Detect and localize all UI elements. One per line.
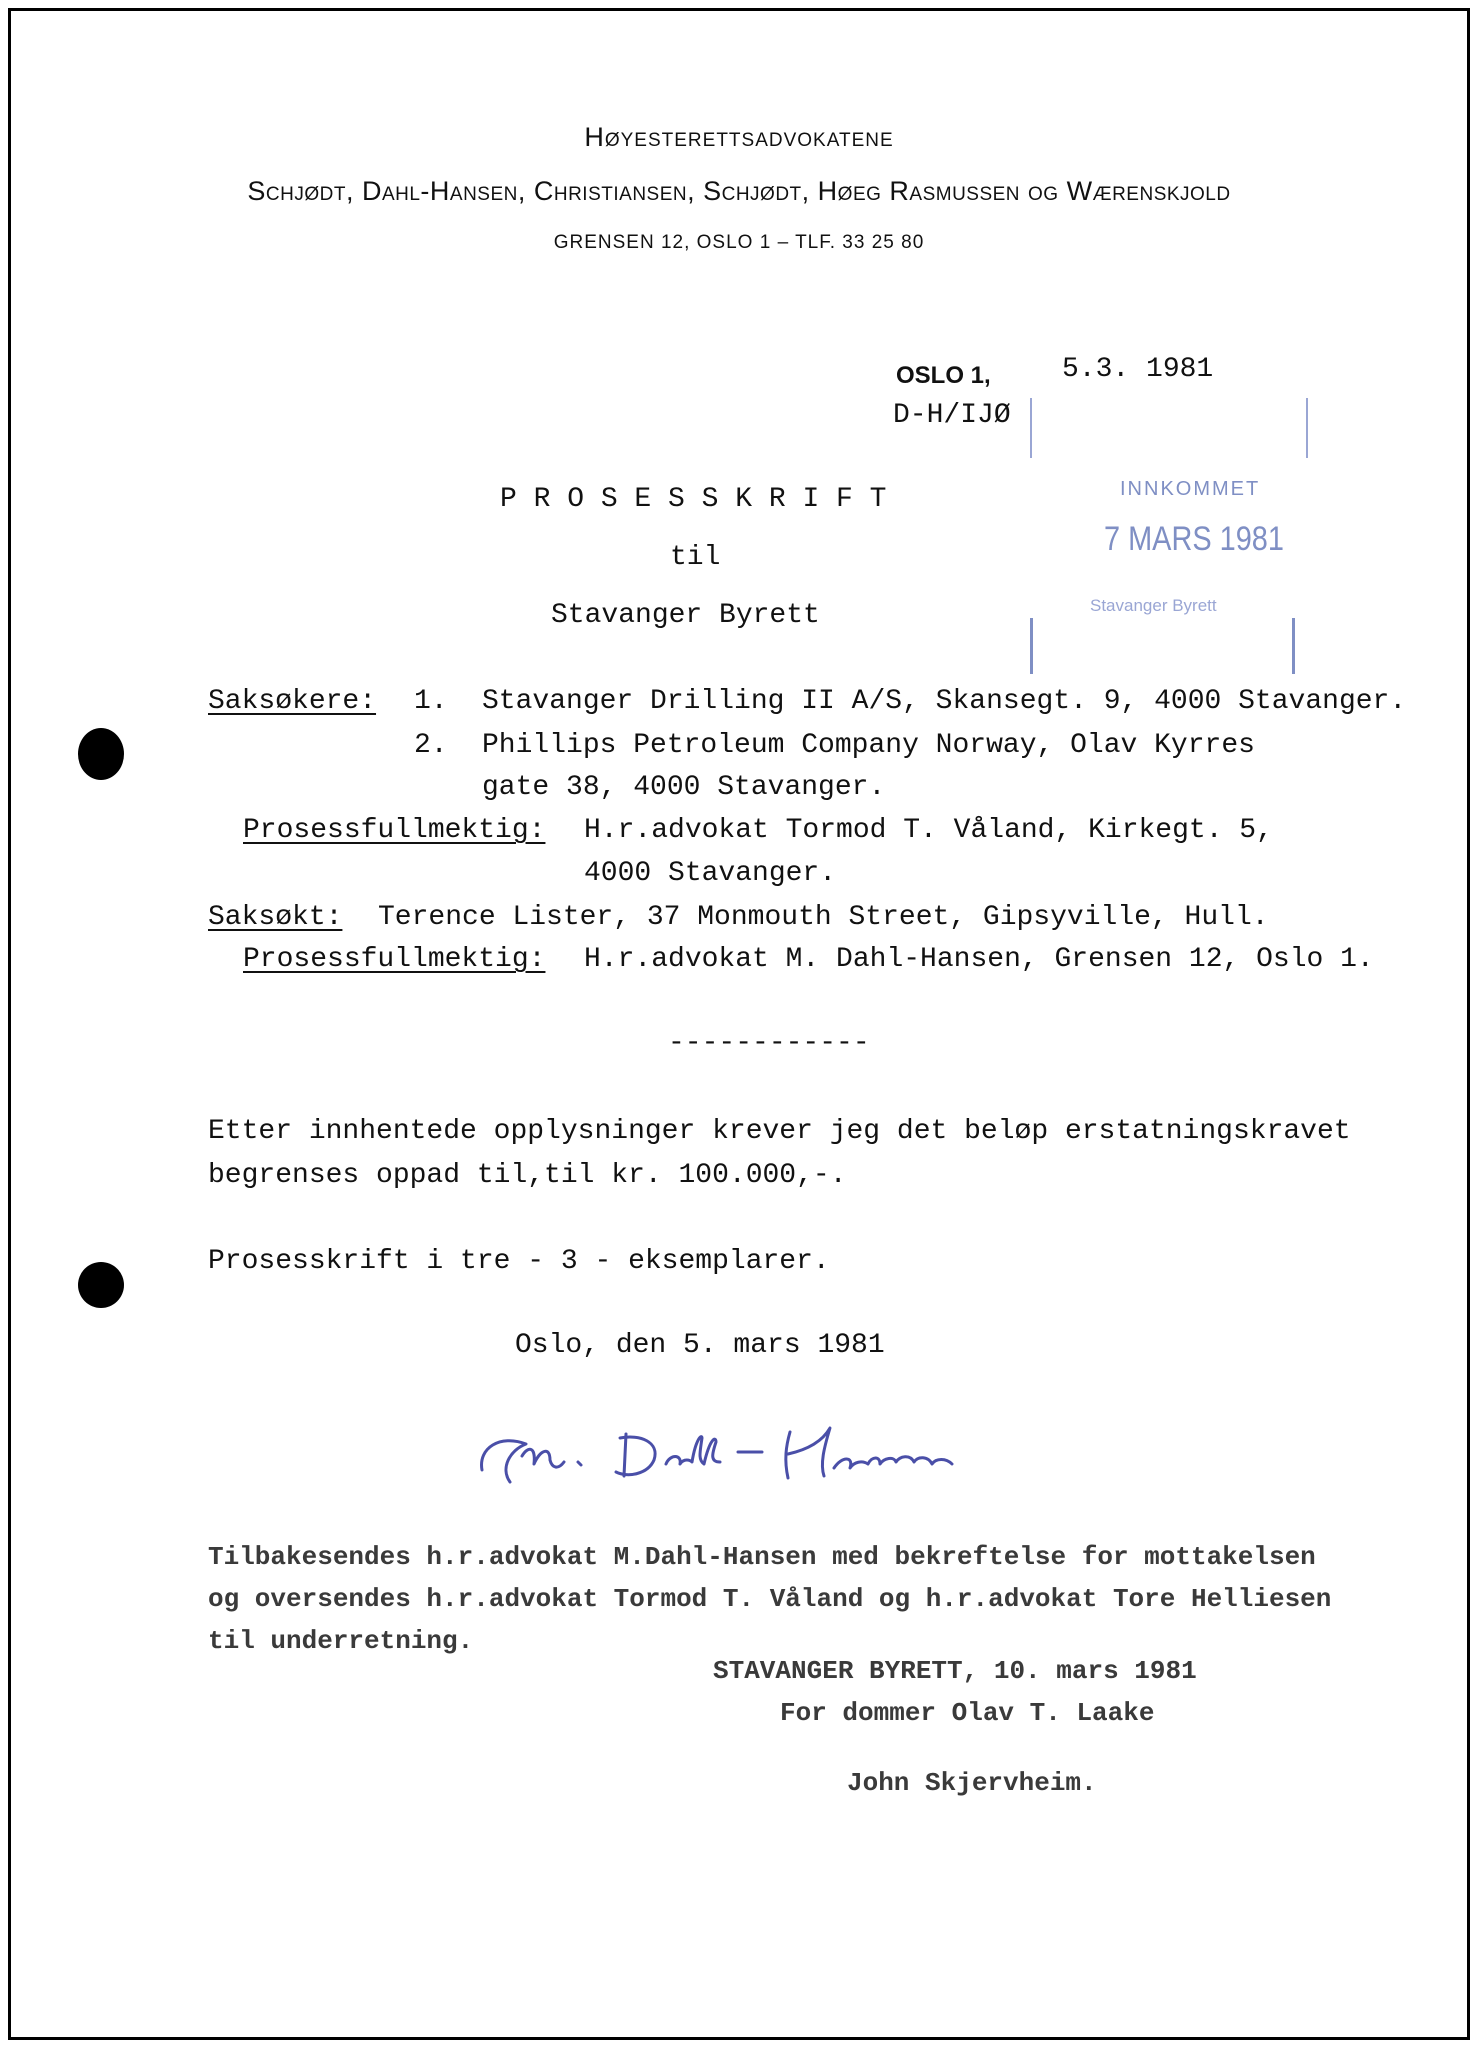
plaintiff-2-line1: Phillips Petroleum Company Norway, Olav Kyrres bbox=[482, 730, 1255, 761]
counsel-defendant: H.r.advokat M. Dahl-Hansen, Grensen 12, Oslo 1. bbox=[584, 944, 1374, 975]
court-note-line-3: til underretning. bbox=[208, 1626, 474, 1656]
signature bbox=[470, 1398, 1030, 1508]
court-note-sign-3: John Skjervheim. bbox=[847, 1768, 1097, 1798]
stamp-bracket-left bbox=[1030, 398, 1032, 458]
court-note-line-1: Tilbakesendes h.r.advokat M.Dahl-Hansen med bekreftelse for mottakelsen bbox=[208, 1542, 1316, 1572]
heading-til: til bbox=[670, 542, 721, 573]
counsel-label-plaintiffs: Prosessfullmektig: bbox=[243, 815, 546, 846]
counsel-plaintiffs-line1: H.r.advokat Tormod T. Våland, Kirkegt. 5, bbox=[584, 815, 1273, 846]
stamp-bracket-right bbox=[1306, 398, 1308, 458]
defendant: Terence Lister, 37 Monmouth Street, Gipsyville, Hull. bbox=[378, 902, 1269, 933]
reference: D-H/IJØ bbox=[893, 400, 1011, 431]
copies-note: Prosesskrift i tre - 3 - eksemplarer. bbox=[208, 1246, 830, 1277]
body-line-2: begrenses oppad til,til kr. 100.000,-. bbox=[208, 1160, 847, 1191]
counsel-label-defendant: Prosessfullmektig: bbox=[243, 944, 546, 975]
plaintiff-2-line2: gate 38, 4000 Stavanger. bbox=[482, 772, 886, 803]
heading-court: Stavanger Byrett bbox=[551, 600, 820, 631]
page-border bbox=[8, 8, 1470, 2040]
court-note-sign-1: STAVANGER BYRETT, 10. mars 1981 bbox=[713, 1656, 1197, 1686]
stamp-court: Stavanger Byrett bbox=[1090, 596, 1217, 615]
letterhead-address: GRENSEN 12, OSLO 1 – TLF. 33 25 80 bbox=[553, 232, 925, 253]
punch-hole-top bbox=[78, 728, 124, 780]
divider-line: ------------ bbox=[668, 1028, 870, 1059]
plaintiff-2-number: 2. bbox=[414, 730, 448, 761]
body-line-1: Etter innhentede opplysninger krever jeg det beløp erstatningskravet bbox=[208, 1116, 1351, 1147]
stamp-bracket-right-bottom bbox=[1292, 618, 1295, 674]
document-title: P R O S E S S K R I F T bbox=[500, 484, 887, 515]
punch-hole-bottom bbox=[78, 1262, 124, 1308]
date: 5.3. 1981 bbox=[1062, 354, 1214, 385]
stamp-date: 7 MARS 1981 bbox=[1104, 520, 1284, 558]
court-note-sign-2: For dommer Olav T. Laake bbox=[780, 1698, 1155, 1728]
court-note-line-2: og oversendes h.r.advokat Tormod T. Våland og h.r.advokat Tore Helliesen bbox=[208, 1584, 1332, 1614]
plaintiffs-label: Saksøkere: bbox=[208, 686, 377, 717]
counsel-plaintiffs-line2: 4000 Stavanger. bbox=[584, 858, 837, 889]
place: OSLO 1, bbox=[896, 362, 991, 389]
signing-place-date: Oslo, den 5. mars 1981 bbox=[515, 1330, 885, 1361]
stamp-bracket-left-bottom bbox=[1030, 618, 1033, 674]
plaintiff-1: Stavanger Drilling II A/S, Skansegt. 9, 4000 Stavanger. bbox=[482, 686, 1407, 717]
letterhead-partners: Schjødt, Dahl-Hansen, Christiansen, Schjødt, Høeg Rasmussen og Wærenskjold bbox=[247, 176, 1231, 206]
letterhead-firm-type: Høyesterettsadvokatene bbox=[584, 122, 894, 152]
plaintiff-1-number: 1. bbox=[414, 686, 448, 717]
stamp-received-label: INNKOMMET bbox=[1120, 478, 1261, 500]
defendant-label: Saksøkt: bbox=[208, 902, 343, 933]
